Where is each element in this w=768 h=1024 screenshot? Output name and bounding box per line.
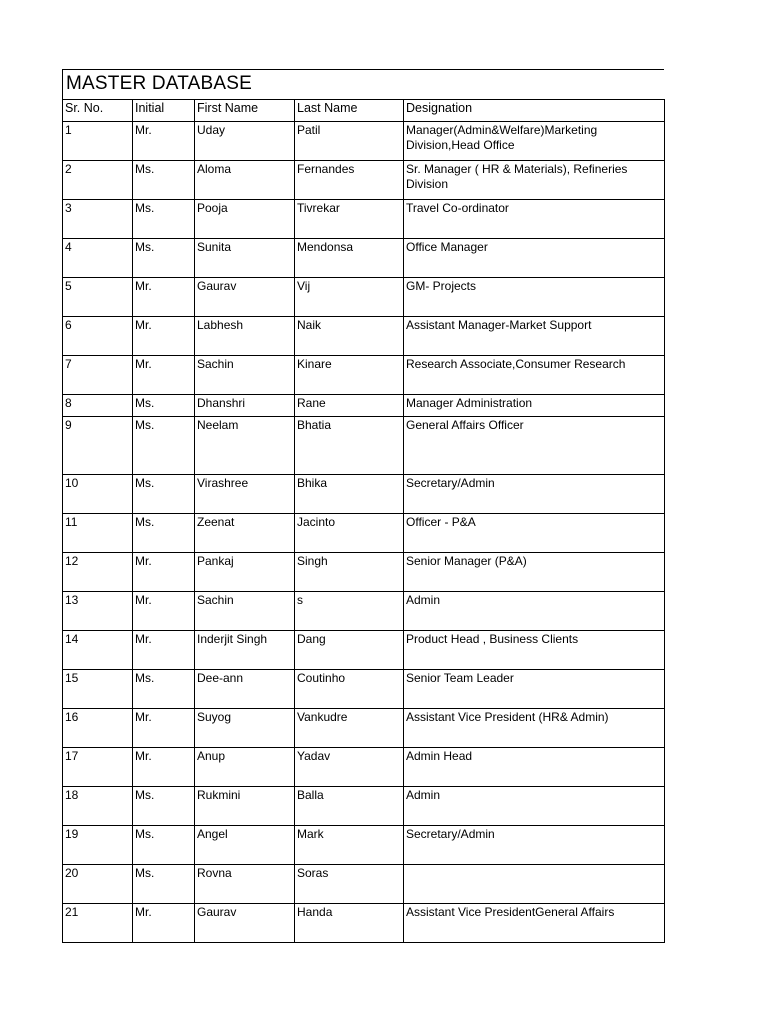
first-name-cell: Aloma (195, 161, 295, 200)
title-row (62, 69, 664, 99)
table-row (63, 395, 665, 417)
initial-cell: Ms. (133, 417, 195, 475)
table-row (63, 356, 665, 395)
sr-no-cell: 16 (63, 709, 133, 748)
designation-cell: Officer - P&A (404, 514, 665, 553)
designation-cell: Sr. Manager ( HR & Materials), Refineries Division (404, 161, 665, 200)
table-row (63, 278, 665, 317)
first-name-cell: Labhesh (195, 317, 295, 356)
table-row (63, 670, 665, 709)
last-name-cell: s (295, 592, 404, 631)
initial-cell: Mr. (133, 122, 195, 161)
sr-no-cell: 17 (63, 748, 133, 787)
designation-cell: Assistant Manager-Market Support (404, 317, 665, 356)
last-name-cell: Coutinho (295, 670, 404, 709)
initial-cell: Mr. (133, 709, 195, 748)
initial-cell: Mr. (133, 356, 195, 395)
table-body (63, 122, 665, 943)
sr-no-cell: 8 (63, 395, 133, 417)
first-name-cell: Uday (195, 122, 295, 161)
designation-cell (404, 865, 665, 904)
designation-cell: Assistant Vice PresidentGeneral Affairs (404, 904, 665, 943)
first-name-cell: Virashree (195, 475, 295, 514)
first-name-cell: Pooja (195, 200, 295, 239)
initial-cell: Mr. (133, 904, 195, 943)
sr-no-cell: 6 (63, 317, 133, 356)
last-name-cell: Vankudre (295, 709, 404, 748)
last-name-cell: Vij (295, 278, 404, 317)
sr-no-cell: 18 (63, 787, 133, 826)
first-name-cell: Dee-ann (195, 670, 295, 709)
table-row (63, 826, 665, 865)
first-name-cell: Anup (195, 748, 295, 787)
table-row (63, 514, 665, 553)
designation-cell: Travel Co-ordinator (404, 200, 665, 239)
last-name-cell: Mendonsa (295, 239, 404, 278)
table-row (63, 317, 665, 356)
designation-cell: Product Head , Business Clients (404, 631, 665, 670)
initial-cell: Ms. (133, 475, 195, 514)
designation-cell: GM- Projects (404, 278, 665, 317)
table-row (63, 865, 665, 904)
table-row (63, 904, 665, 943)
sr-no-cell: 3 (63, 200, 133, 239)
first-name-cell: Inderjit Singh (195, 631, 295, 670)
sr-no-cell: 19 (63, 826, 133, 865)
initial-cell: Mr. (133, 592, 195, 631)
table-row (63, 592, 665, 631)
sr-no-cell: 11 (63, 514, 133, 553)
initial-cell: Ms. (133, 395, 195, 417)
table-row (63, 161, 665, 200)
last-name-cell: Mark (295, 826, 404, 865)
table-row (63, 417, 665, 475)
designation-cell: Secretary/Admin (404, 826, 665, 865)
first-name-cell: Sachin (195, 592, 295, 631)
initial-cell: Ms. (133, 514, 195, 553)
first-name-cell: Zeenat (195, 514, 295, 553)
last-name-cell: Tivrekar (295, 200, 404, 239)
initial-cell: Mr. (133, 317, 195, 356)
designation-cell: Manager(Admin&Welfare)Marketing Division,Head Office (404, 122, 665, 161)
designation-cell: Research Associate,Consumer Research (404, 356, 665, 395)
sr-no-cell: 12 (63, 553, 133, 592)
initial-cell: Mr. (133, 278, 195, 317)
master-database-sheet (62, 69, 664, 943)
header-initial: Initial (133, 100, 195, 122)
table-row (63, 748, 665, 787)
designation-cell: Senior Manager (P&A) (404, 553, 665, 592)
designation-cell: General Affairs Officer (404, 417, 665, 475)
initial-cell: Ms. (133, 161, 195, 200)
sr-no-cell: 15 (63, 670, 133, 709)
last-name-cell: Yadav (295, 748, 404, 787)
initial-cell: Ms. (133, 200, 195, 239)
initial-cell: Mr. (133, 553, 195, 592)
designation-cell: Admin Head (404, 748, 665, 787)
designation-cell: Secretary/Admin (404, 475, 665, 514)
sr-no-cell: 2 (63, 161, 133, 200)
initial-cell: Ms. (133, 826, 195, 865)
last-name-cell: Bhatia (295, 417, 404, 475)
header-last-name: Last Name (295, 100, 404, 122)
initial-cell: Ms. (133, 239, 195, 278)
header-sr-no: Sr. No. (63, 100, 133, 122)
sr-no-cell: 5 (63, 278, 133, 317)
last-name-cell: Balla (295, 787, 404, 826)
table-row (63, 787, 665, 826)
first-name-cell: Rukmini (195, 787, 295, 826)
designation-cell: Admin (404, 592, 665, 631)
first-name-cell: Gaurav (195, 904, 295, 943)
initial-cell: Mr. (133, 748, 195, 787)
designation-cell: Office Manager (404, 239, 665, 278)
header-first-name: First Name (195, 100, 295, 122)
sr-no-cell: 20 (63, 865, 133, 904)
sr-no-cell: 1 (63, 122, 133, 161)
sr-no-cell: 7 (63, 356, 133, 395)
designation-cell: Assistant Vice President (HR& Admin) (404, 709, 665, 748)
first-name-cell: Neelam (195, 417, 295, 475)
sr-no-cell: 14 (63, 631, 133, 670)
first-name-cell: Dhanshri (195, 395, 295, 417)
table-row (63, 122, 665, 161)
last-name-cell: Soras (295, 865, 404, 904)
initial-cell: Ms. (133, 865, 195, 904)
table-row (63, 553, 665, 592)
last-name-cell: Singh (295, 553, 404, 592)
last-name-cell: Naik (295, 317, 404, 356)
first-name-cell: Sunita (195, 239, 295, 278)
last-name-cell: Patil (295, 122, 404, 161)
table-row (63, 631, 665, 670)
designation-cell: Manager Administration (404, 395, 665, 417)
initial-cell: Mr. (133, 631, 195, 670)
last-name-cell: Handa (295, 904, 404, 943)
sr-no-cell: 9 (63, 417, 133, 475)
table-row (63, 200, 665, 239)
first-name-cell: Rovna (195, 865, 295, 904)
initial-cell: Ms. (133, 787, 195, 826)
last-name-cell: Bhika (295, 475, 404, 514)
last-name-cell: Dang (295, 631, 404, 670)
master-database-table (62, 99, 665, 943)
first-name-cell: Suyog (195, 709, 295, 748)
first-name-cell: Gaurav (195, 278, 295, 317)
sr-no-cell: 10 (63, 475, 133, 514)
first-name-cell: Angel (195, 826, 295, 865)
last-name-cell: Rane (295, 395, 404, 417)
last-name-cell: Kinare (295, 356, 404, 395)
table-row (63, 475, 665, 514)
sr-no-cell: 13 (63, 592, 133, 631)
designation-cell: Admin (404, 787, 665, 826)
first-name-cell: Sachin (195, 356, 295, 395)
table-row (63, 239, 665, 278)
sheet-title: MASTER DATABASE (66, 73, 252, 94)
last-name-cell: Jacinto (295, 514, 404, 553)
last-name-cell: Fernandes (295, 161, 404, 200)
initial-cell: Ms. (133, 670, 195, 709)
sr-no-cell: 21 (63, 904, 133, 943)
designation-cell: Senior Team Leader (404, 670, 665, 709)
table-row (63, 709, 665, 748)
header-row (63, 100, 665, 122)
header-designation: Designation (404, 100, 665, 122)
first-name-cell: Pankaj (195, 553, 295, 592)
sr-no-cell: 4 (63, 239, 133, 278)
